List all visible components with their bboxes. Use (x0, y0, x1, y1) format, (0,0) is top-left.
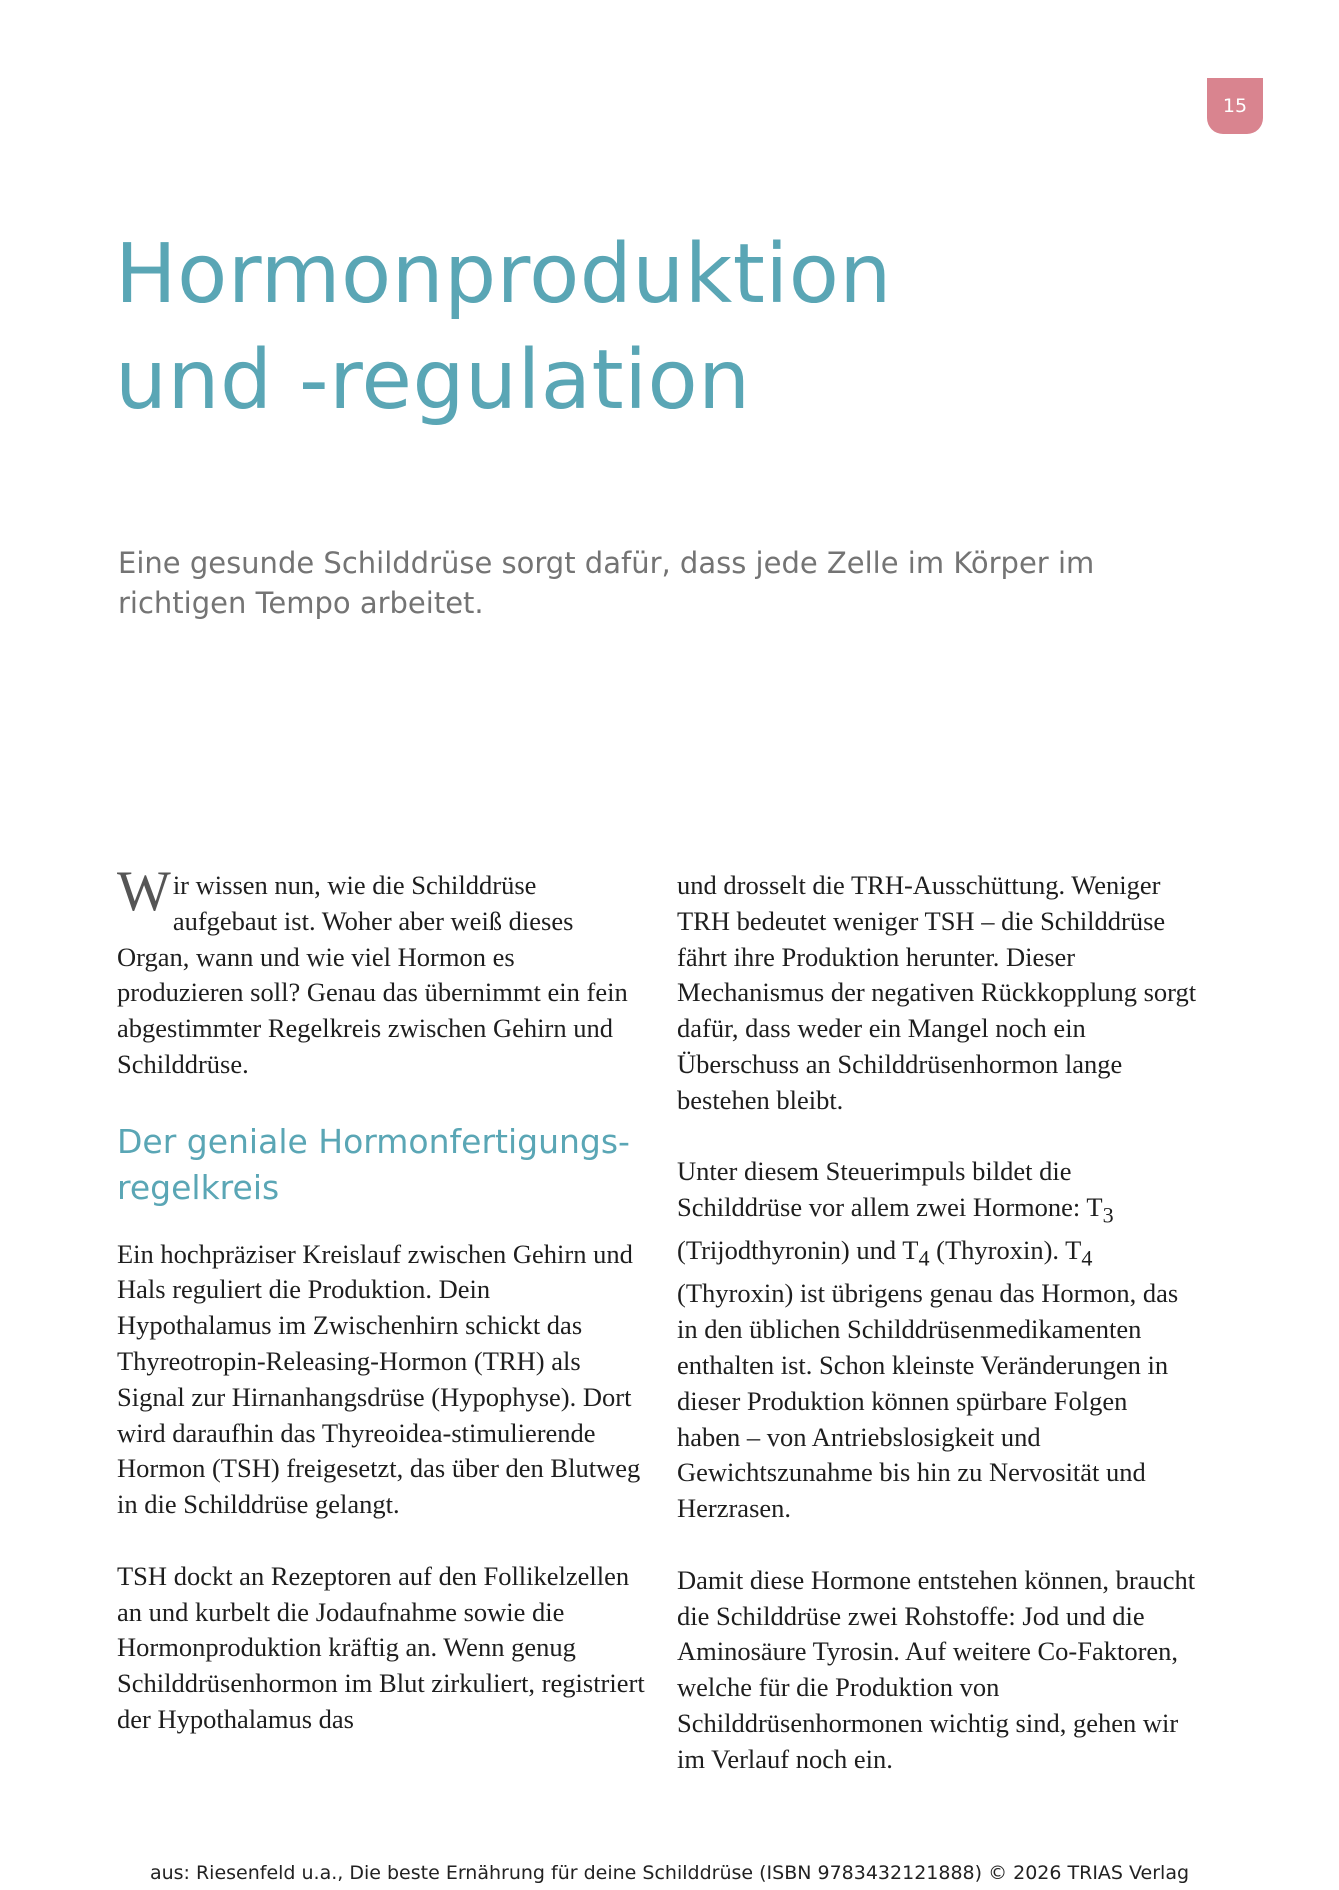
subscript-4: 4 (1081, 1245, 1093, 1271)
text-fragment: (Thyroxin). T (929, 1235, 1082, 1266)
intro-paragraph (117, 860, 647, 1083)
footer-citation: aus: Riesenfeld u.a., Die beste Ernährung für deine Schilddrüse (ISBN 9783432121888) © 2026 TRIAS Verlag (149, 1862, 1190, 1884)
subscript-4: 4 (918, 1245, 930, 1271)
paragraph-regelkreis: Ein hochpräziser Kreislauf zwischen Gehirn und Hals reguliert die Produktion. Dein Hypothalamus im Zwischenhirn schickt das Thyreotropin-Releasing-Hormon (TRH) als Signal zur Hirnanhangsdrüse (Hypophyse). Dort wird daraufhin das Thyreoidea-stimulierende Hormon (TSH) freigesetzt, das über den Blutweg in die Schilddrüse gelangt. (117, 1238, 641, 1520)
subscript-3: 3 (1102, 1202, 1114, 1228)
drop-cap: W (117, 860, 171, 923)
paragraph-tsh: TSH dockt an Rezeptoren auf den Follikelzellen an und kurbelt die Jodaufnahme sowie die Hormonproduktion kräftig an. Wenn genug Schilddrüsenhormon im Blut zirkuliert, registriert der Hypothalamus das (117, 1560, 645, 1734)
section-heading: Der geniale Hormonfertigungs-regelkreis (117, 1121, 630, 1207)
page-number-badge: 15 (1207, 78, 1263, 134)
paragraph-rohstoffe: Damit diese Hormone entstehen können, braucht die Schilddrüse zwei Rohstoffe: Jod und die Aminosäure Tyrosin. Auf weitere Co-Faktoren, welche für die Produktion von Schilddrüsenhormonen wichtig sind, gehen wir im Verlauf noch ein. (677, 1564, 1196, 1774)
text-fragment: (Thyroxin) ist übrigens genau das Hormon, das in den üblichen Schilddrüsenmedikamenten enthalten ist. Schon kleinste Veränderungen in dieser Produktion können spürbare Folgen haben – von Antriebslosigkeit und Gewichtszunahme bis hin zu Nervosität und Herzrasen. (677, 1278, 1179, 1524)
text-fragment: Unter diesem Steuerimpuls bildet die Schilddrüse vor allem zwei Hormone: T (677, 1156, 1103, 1223)
right-column (677, 868, 1197, 1778)
title-line-2: und -regulation (115, 333, 751, 428)
page-title (115, 222, 892, 434)
text-fragment: (Trijodthyronin) und T (677, 1235, 919, 1266)
paragraph-hormone (677, 1154, 1197, 1527)
lead-text: Eine gesunde Schilddrüse sorgt dafür, dass jede Zelle im Körper im richtigen Tempo arbeitet. (118, 546, 1095, 620)
title-line-1: Hormonproduktion (115, 227, 892, 322)
left-column (117, 860, 647, 1738)
intro-text: ir wissen nun, wie die Schilddrüse aufgebaut ist. Woher aber weiß dieses Organ, wann und wie viel Hormon es produzieren soll? Genau das übernimmt ein fein abgestimmter Regelkreis zwischen Gehirn und Schilddrüse. (117, 870, 628, 1079)
paragraph-rueckkopplung: und drosselt die TRH-Ausschüttung. Weniger TRH bedeutet weniger TSH – die Schilddrüse fährt ihre Produktion herunter. Dieser Mechanismus der negativen Rückkopplung sorgt dafür, dass weder ein Mangel noch ein Überschuss an Schilddrüsenhormon lange bestehen bleibt. (677, 870, 1197, 1115)
